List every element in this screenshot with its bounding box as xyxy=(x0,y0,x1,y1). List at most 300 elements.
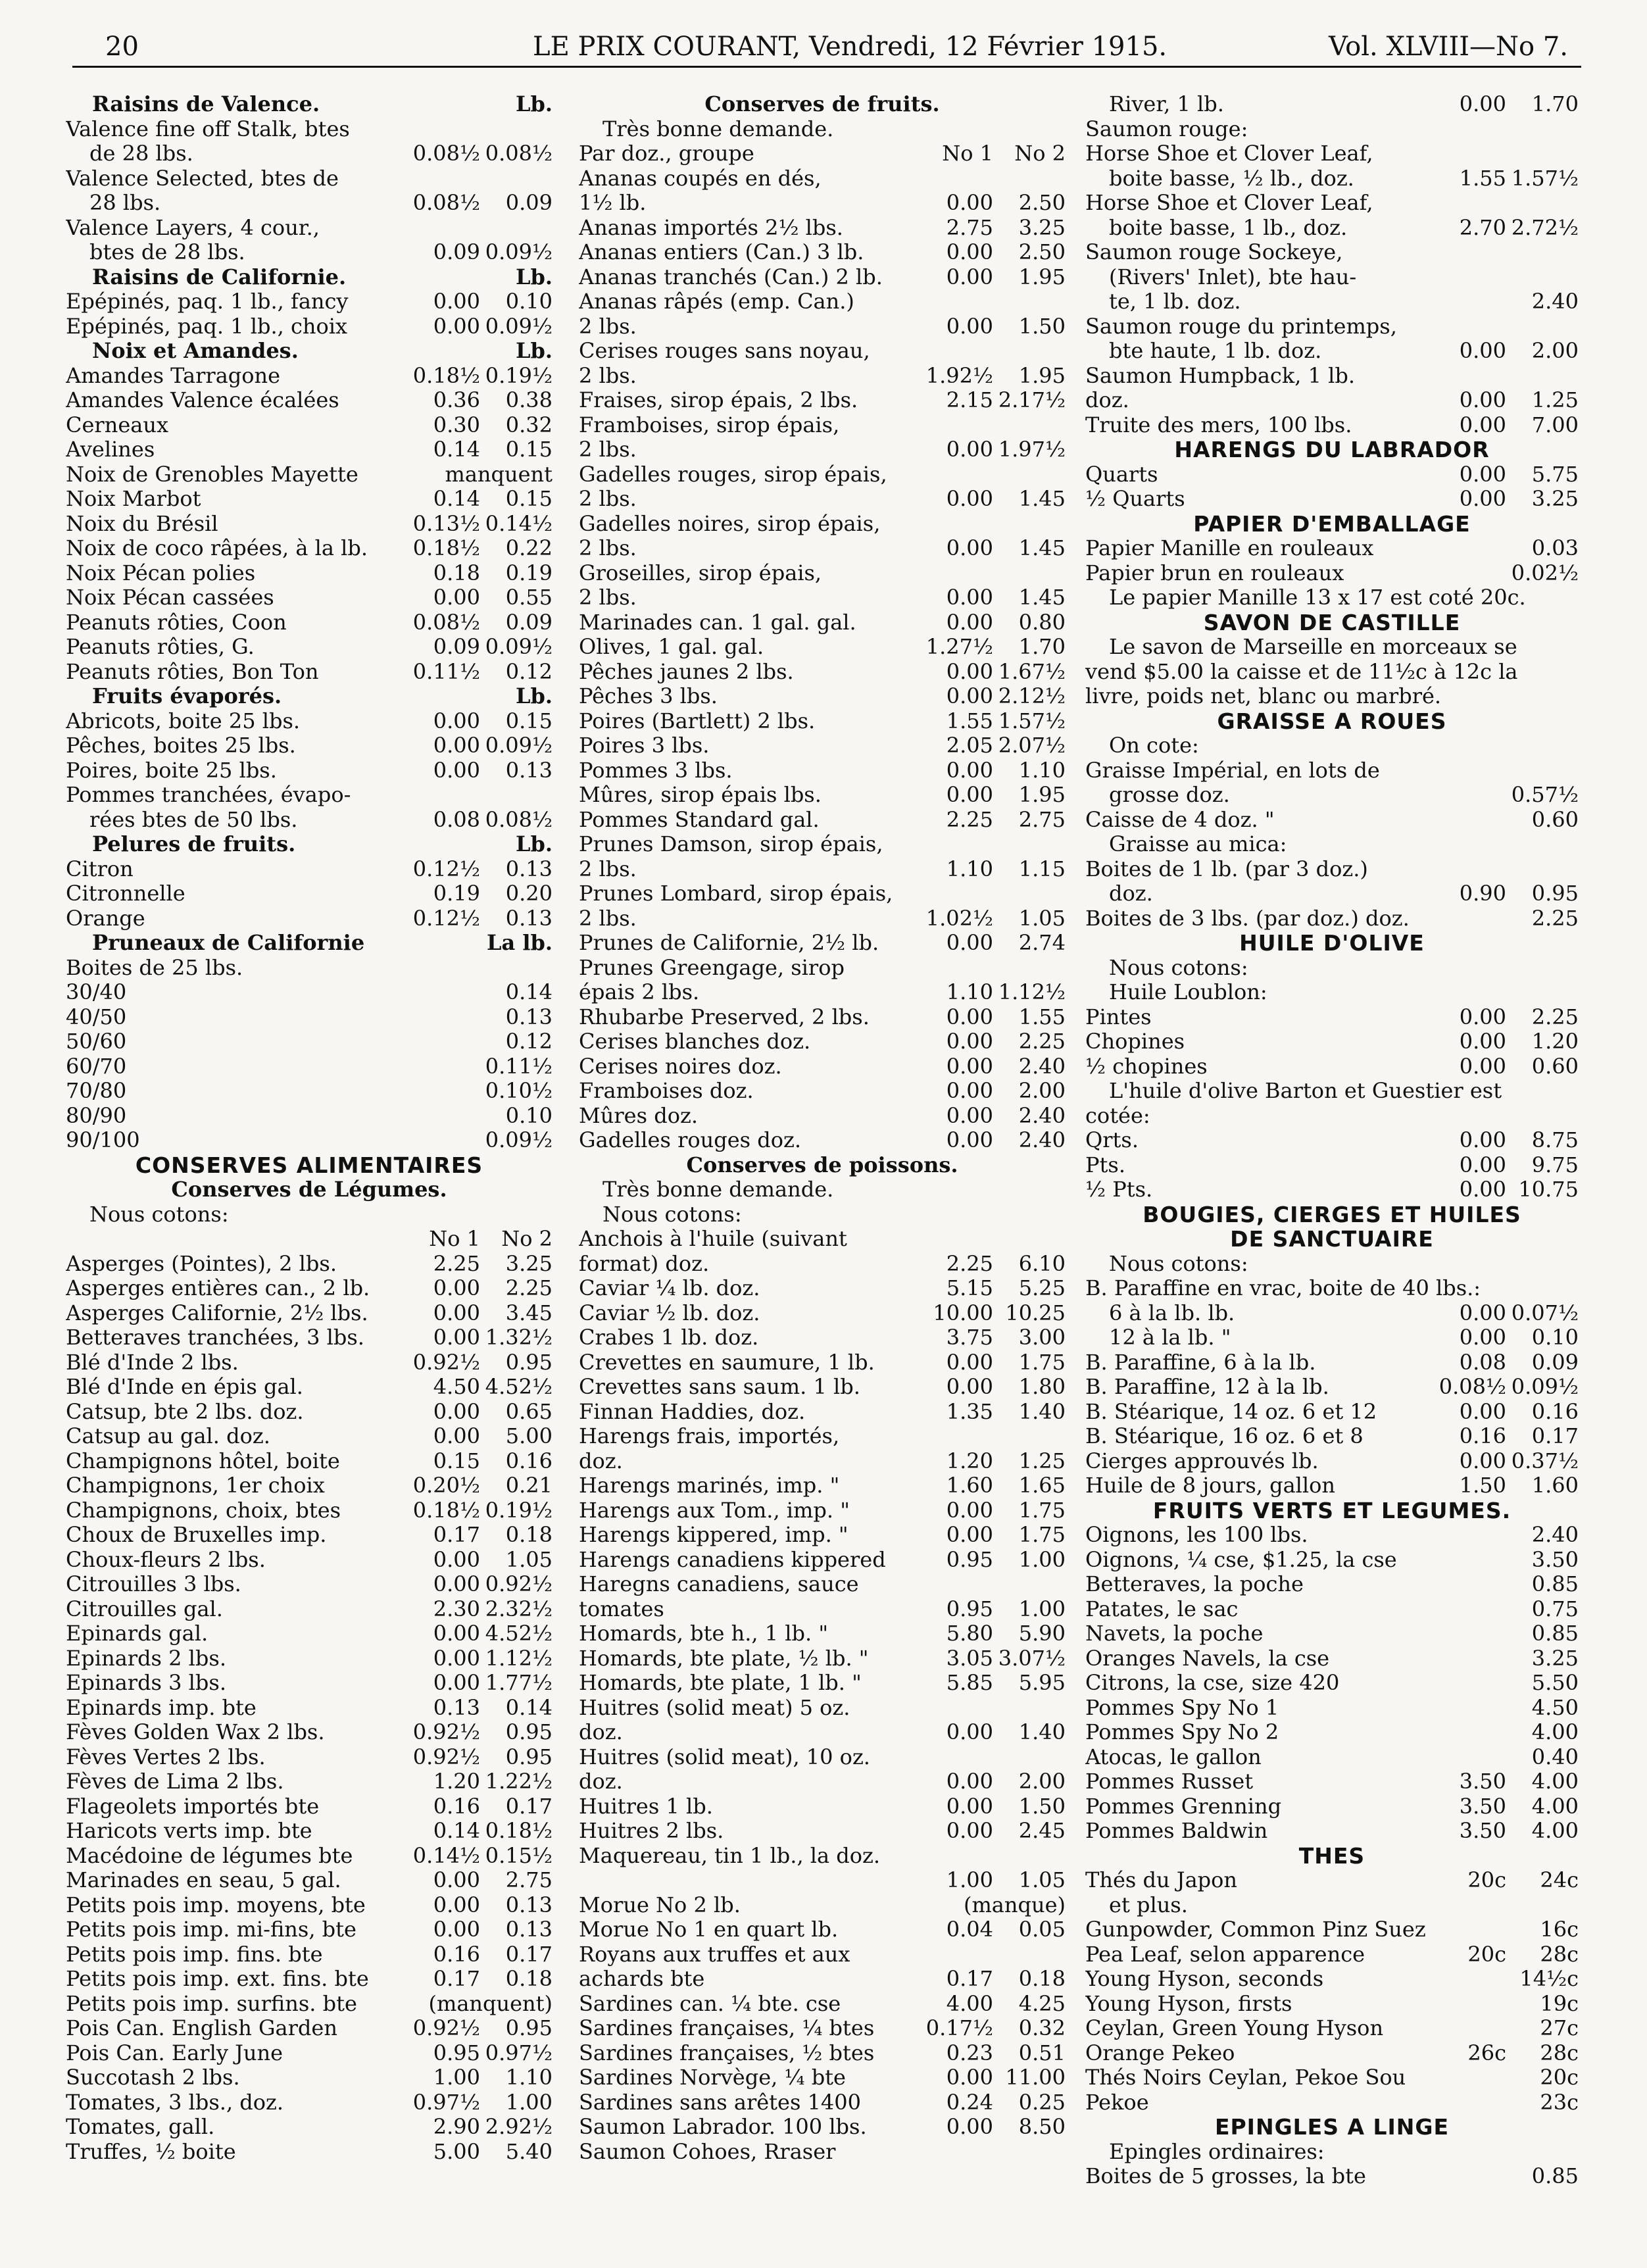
price-high: 0.12 xyxy=(505,1029,553,1054)
item-label: Pois Can. Early June xyxy=(66,2040,283,2065)
price-low: 0.04 xyxy=(946,1917,993,1942)
item-label: Ananas tranchés (Can.) 2 lb. xyxy=(579,264,883,289)
price-high: 0.51 xyxy=(1018,2040,1066,2065)
price-row xyxy=(1085,1646,1579,1671)
price-row xyxy=(66,980,553,1005)
price-low: 0.00 xyxy=(946,1523,993,1547)
price-high: No 2 xyxy=(1014,141,1066,166)
price-high: 5.25 xyxy=(1018,1276,1066,1300)
price-high: 5.90 xyxy=(1018,1621,1066,1646)
price-row xyxy=(66,1473,553,1498)
price-row xyxy=(579,413,1066,438)
item-label: btes de 28 lbs. xyxy=(89,240,245,264)
price-high: 2.40 xyxy=(1018,1103,1066,1128)
item-label: BOUGIES, CIERGES ET HUILES xyxy=(1143,1202,1521,1227)
price-high: 0.14 xyxy=(505,980,553,1004)
item-label: épais 2 lbs. xyxy=(579,980,700,1004)
price-low: 3.50 xyxy=(1459,1794,1506,1819)
price-high: 2.40 xyxy=(1531,289,1579,314)
price-high: 4.00 xyxy=(1531,1819,1579,1843)
price-high: 0.18½ xyxy=(485,1819,553,1843)
price-low: 0.95 xyxy=(433,2040,480,2065)
price-low: 0.00 xyxy=(433,758,480,783)
item-label: Noix Marbot xyxy=(66,487,201,511)
item-label: SAVON DE CASTILLE xyxy=(1203,610,1461,635)
price-low: 1.02½ xyxy=(925,906,993,931)
item-label: Boites de 25 lbs. xyxy=(66,955,243,980)
item-label: Caviar ½ lb. doz. xyxy=(579,1300,760,1325)
item-label: Le savon de Marseille en morceaux se xyxy=(1109,635,1517,659)
price-high: 1.45 xyxy=(1018,487,1066,511)
price-high: 0.75 xyxy=(1531,1596,1579,1621)
item-label: On cote: xyxy=(1109,733,1199,758)
price-row xyxy=(1085,1523,1579,1548)
item-label: EPINGLES A LINGE xyxy=(1214,2115,1450,2140)
price-row xyxy=(579,1449,1066,1474)
price-row xyxy=(66,1054,553,1079)
price-low: 0.00 xyxy=(946,1350,993,1375)
section-heading xyxy=(1085,512,1579,537)
price-low: 1.20 xyxy=(946,1448,993,1473)
price-high: 0.15 xyxy=(505,437,553,462)
item-label: grosse doz. xyxy=(1109,783,1230,807)
price-row xyxy=(579,339,1066,364)
price-row xyxy=(1085,2016,1579,2041)
price-row xyxy=(1085,92,1579,117)
price-high: 0.09½ xyxy=(485,635,553,659)
price-high: 0.18 xyxy=(505,1967,553,1991)
price-row xyxy=(66,487,553,512)
price-low: 0.00 xyxy=(433,1399,480,1424)
price-high: 1.80 xyxy=(1018,1375,1066,1399)
price-high: 0.12 xyxy=(505,659,553,684)
price-low: 0.00 xyxy=(946,1375,993,1399)
price-row xyxy=(579,808,1066,833)
price-row xyxy=(579,1696,1066,1721)
item-label: Ananas importés 2½ lbs. xyxy=(579,215,843,240)
price-high: 1.05 xyxy=(1018,1868,1066,1892)
item-label: doz. xyxy=(1085,388,1129,412)
item-label: Pommes 3 lbs. xyxy=(579,758,733,783)
item-label: et plus. xyxy=(1109,1892,1188,1917)
item-label: 70/80 xyxy=(66,1079,127,1103)
price-row xyxy=(1085,1621,1579,1646)
price-low: 4.50 xyxy=(433,1375,480,1399)
item-label: Marinades en seau, 5 gal. xyxy=(66,1868,341,1892)
price-row xyxy=(579,1473,1066,1498)
price-high: 0.05 xyxy=(1018,1917,1066,1942)
price-low: 0.00 xyxy=(1459,1128,1506,1152)
price-low: 0.00 xyxy=(946,2115,993,2139)
price-high: 0.32 xyxy=(1018,2016,1066,2040)
item-label: (Rivers' Inlet), bte hau- xyxy=(1109,264,1357,289)
price-high: 1.15 xyxy=(1018,856,1066,881)
item-label: Champignons, 1er choix xyxy=(66,1473,325,1498)
price-high: 0.14 xyxy=(505,1695,553,1720)
price-row xyxy=(66,1720,553,1745)
price-high: 0.37½ xyxy=(1511,1448,1579,1473)
price-high: 4.00 xyxy=(1531,1720,1579,1744)
price-row xyxy=(579,314,1066,339)
price-high: 3.25 xyxy=(1531,1646,1579,1671)
price-low: No 1 xyxy=(942,141,993,166)
price-row xyxy=(66,1548,553,1573)
price-row xyxy=(579,1745,1066,1770)
price-row xyxy=(579,265,1066,290)
item-label: Choux-fleurs 2 lbs. xyxy=(66,1547,266,1572)
price-low: 0.00 xyxy=(433,1621,480,1646)
item-label: Nous cotons: xyxy=(1109,1251,1248,1276)
price-row xyxy=(66,388,553,413)
price-high: 1.75 xyxy=(1018,1523,1066,1547)
item-label: Groseilles, sirop épais, xyxy=(579,560,822,585)
price-high: 3.45 xyxy=(505,1300,553,1325)
price-low: 0.13½ xyxy=(412,511,480,536)
price-high: 0.09½ xyxy=(1511,1375,1579,1399)
item-label: Haregns canadiens, sauce xyxy=(579,1572,859,1596)
price-row xyxy=(579,2140,1066,2165)
price-high: 7.00 xyxy=(1531,412,1579,437)
price-row xyxy=(66,1202,553,1227)
price-low: 5.85 xyxy=(946,1671,993,1695)
price-high: 8.50 xyxy=(1018,2115,1066,2139)
price-high: 1.95 xyxy=(1018,363,1066,388)
price-row xyxy=(579,1498,1066,1523)
item-label: Blé d'Inde 2 lbs. xyxy=(66,1350,239,1375)
item-label: Cerises rouges sans noyau, xyxy=(579,339,870,363)
price-high: 5.50 xyxy=(1531,1671,1579,1695)
price-row xyxy=(66,1276,553,1301)
item-label: Orange Pekeo xyxy=(1085,2040,1235,2065)
price-low: 0.00 xyxy=(946,240,993,264)
price-low: 2.30 xyxy=(433,1596,480,1621)
price-row xyxy=(579,289,1066,314)
item-label: Sardines sans arêtes 1400 xyxy=(579,2090,861,2115)
item-label: Caisse de 4 doz. " xyxy=(1085,807,1275,832)
price-high: 2.50 xyxy=(1018,240,1066,264)
item-label: 6 à la lb. lb. xyxy=(1109,1300,1235,1325)
price-row xyxy=(1085,1054,1579,1079)
price-low: 20c xyxy=(1467,1942,1506,1967)
price-row xyxy=(66,857,553,882)
price-high: 28c xyxy=(1540,2040,1579,2065)
price-high: 0.20 xyxy=(505,881,553,906)
price-row xyxy=(66,783,553,808)
price-high: 0.85 xyxy=(1531,2164,1579,2188)
price-high: 1.70 xyxy=(1531,92,1579,116)
price-row xyxy=(1085,881,1579,906)
item-label: Valence fine off Stalk, btes xyxy=(66,116,350,141)
item-label: 50/60 xyxy=(66,1029,127,1054)
price-low: 1.55 xyxy=(946,708,993,733)
price-row xyxy=(579,1005,1066,1030)
price-high: (manquent) xyxy=(428,1991,553,2016)
price-high: 3.25 xyxy=(505,1251,553,1276)
price-high: 0.95 xyxy=(505,1744,553,1769)
price-low: 0.00 xyxy=(433,1868,480,1892)
item-label: Pommes Spy No 1 xyxy=(1085,1695,1279,1720)
section-heading xyxy=(1085,709,1579,734)
item-label: Pommes Grenning xyxy=(1085,1794,1282,1819)
item-label: B. Paraffine, 6 à la lb. xyxy=(1085,1350,1316,1375)
item-label: Citronnelle xyxy=(66,881,185,906)
price-row xyxy=(66,2016,553,2041)
price-row xyxy=(66,1005,553,1030)
price-row xyxy=(579,956,1066,981)
price-high: (manque) xyxy=(963,1892,1066,1917)
item-label: Noix de Grenobles Mayette xyxy=(66,462,358,487)
price-row xyxy=(66,1671,553,1696)
price-high: 0.09 xyxy=(1531,1350,1579,1375)
price-low: 0.95 xyxy=(946,1547,993,1572)
price-row xyxy=(1085,1967,1579,1992)
price-low: 0.00 xyxy=(1459,339,1506,363)
price-high: 3.25 xyxy=(1018,215,1066,240)
item-label: Pelures de fruits. xyxy=(92,832,296,856)
price-row xyxy=(579,1621,1066,1646)
price-high: manquent xyxy=(445,462,553,487)
price-high: 1.05 xyxy=(1018,906,1066,931)
price-high: 0.09½ xyxy=(485,1128,553,1152)
price-row xyxy=(66,536,553,561)
price-low: 0.00 xyxy=(946,314,993,339)
price-row xyxy=(1085,1252,1579,1277)
item-label: Betteraves, la poche xyxy=(1085,1572,1304,1596)
price-row xyxy=(66,1844,553,1869)
item-label: Pommes Spy No 2 xyxy=(1085,1720,1279,1744)
item-label: Oignons, ¼ cse, $1.25, la cse xyxy=(1085,1547,1397,1572)
price-low: 0.19 xyxy=(433,881,480,906)
price-low: 0.00 xyxy=(946,931,993,955)
item-label: 80/90 xyxy=(66,1103,127,1128)
price-row xyxy=(579,2115,1066,2140)
price-high: 0.21 xyxy=(505,1473,553,1498)
item-label: Pekoe xyxy=(1085,2090,1149,2115)
item-label: Orange xyxy=(66,906,145,931)
price-high: 0.11½ xyxy=(485,1054,553,1079)
item-label: Huitres 1 lb. xyxy=(579,1794,713,1819)
price-row xyxy=(579,1942,1066,1967)
price-row xyxy=(579,1819,1066,1844)
price-high: 0.60 xyxy=(1531,807,1579,832)
price-high: 1.22½ xyxy=(485,1769,553,1794)
price-row xyxy=(66,2140,553,2165)
item-label: ½ Quarts xyxy=(1085,487,1185,511)
price-low: 0.08½ xyxy=(412,141,480,166)
price-low: 0.92½ xyxy=(412,1720,480,1744)
price-high: 1.55 xyxy=(1018,1004,1066,1029)
price-row xyxy=(1085,1769,1579,1794)
price-row xyxy=(579,2016,1066,2041)
item-label: Prunes de Californie, 2½ lb. xyxy=(579,931,879,955)
item-label: Harengs marinés, imp. " xyxy=(579,1473,840,1498)
item-label: Oranges Navels, la cse xyxy=(1085,1646,1330,1671)
price-row xyxy=(1085,1177,1579,1202)
item-label: Par doz., groupe xyxy=(579,141,754,166)
price-high: 20c xyxy=(1540,2065,1579,2090)
item-label: HUILE D'OLIVE xyxy=(1239,931,1425,956)
item-label: 1½ lb. xyxy=(579,191,647,215)
price-high: 0.10 xyxy=(505,1103,553,1128)
price-row xyxy=(66,1104,553,1129)
item-label: Le papier Manille 13 x 17 est coté 20c. xyxy=(1109,585,1526,610)
price-high: 3.50 xyxy=(1531,1547,1579,1572)
item-label: Royans aux truffes et aux xyxy=(579,1942,850,1967)
price-low: 0.00 xyxy=(946,684,993,708)
price-low: 0.00 xyxy=(433,289,480,314)
item-label: 30/40 xyxy=(66,980,127,1004)
item-label: Avelines xyxy=(66,437,155,462)
price-high: 1.10 xyxy=(1018,758,1066,783)
price-high: 0.09½ xyxy=(485,733,553,758)
section-heading xyxy=(1085,610,1579,635)
section-heading xyxy=(66,832,553,857)
item-label: Noix Pécan cassées xyxy=(66,585,274,610)
item-label: Qrts. xyxy=(1085,1128,1139,1152)
price-row xyxy=(1085,1301,1579,1326)
price-row xyxy=(579,980,1066,1005)
item-label: Finnan Haddies, doz. xyxy=(579,1399,806,1424)
price-low: 0.18½ xyxy=(412,363,480,388)
item-label: Fruits évaporés. xyxy=(92,684,282,708)
price-low: 5.80 xyxy=(946,1621,993,1646)
price-low: 0.08 xyxy=(1459,1350,1506,1375)
price-low: 0.09 xyxy=(433,240,480,264)
price-row xyxy=(579,709,1066,734)
price-low: 0.95 xyxy=(946,1596,993,1621)
price-row xyxy=(1085,1079,1579,1104)
item-label: Betteraves tranchées, 3 lbs. xyxy=(66,1325,364,1350)
price-high: Lb. xyxy=(515,264,553,289)
item-label: Ananas entiers (Can.) 3 lb. xyxy=(579,240,864,264)
price-high: 4.52½ xyxy=(485,1375,553,1399)
price-row xyxy=(579,585,1066,610)
price-row xyxy=(66,413,553,438)
item-label: de 28 lbs. xyxy=(89,141,193,166)
item-label: Sardines françaises, ½ btes xyxy=(579,2040,875,2065)
item-label: B. Paraffine en vrac, boite de 40 lbs.: xyxy=(1085,1276,1481,1300)
price-row xyxy=(579,1671,1066,1696)
item-label: 90/100 xyxy=(66,1128,140,1152)
price-row xyxy=(579,1523,1066,1548)
price-row xyxy=(1085,2041,1579,2066)
section-heading xyxy=(66,1153,553,1178)
price-high: 5.40 xyxy=(505,2139,553,2164)
price-row xyxy=(1085,1400,1579,1425)
price-low: 0.00 xyxy=(1459,487,1506,511)
item-label: Graisse Impérial, en lots de xyxy=(1085,758,1380,783)
price-row xyxy=(1085,117,1579,142)
item-label: Crevettes en saumure, 1 lb. xyxy=(579,1350,875,1375)
price-row xyxy=(66,1301,553,1326)
price-high: 1.45 xyxy=(1018,585,1066,610)
item-label: Champignons hôtel, boite xyxy=(66,1448,340,1473)
price-row xyxy=(579,462,1066,487)
price-row xyxy=(66,1449,553,1474)
price-row xyxy=(66,1868,553,1893)
item-label: Epinards 3 lbs. xyxy=(66,1671,226,1695)
price-low: 0.11½ xyxy=(412,659,480,684)
price-low: 0.00 xyxy=(1459,1054,1506,1079)
price-high: 3.07½ xyxy=(998,1646,1066,1671)
section-heading xyxy=(66,931,553,956)
price-low: 0.92½ xyxy=(412,1744,480,1769)
price-high: 1.00 xyxy=(1018,1596,1066,1621)
price-row xyxy=(579,1424,1066,1449)
item-label: Nous cotons: xyxy=(1109,955,1248,980)
price-row xyxy=(579,832,1066,857)
item-label: Papier Manille en rouleaux xyxy=(1085,536,1374,560)
price-low: 0.00 xyxy=(433,1646,480,1671)
price-high: 1.75 xyxy=(1018,1498,1066,1523)
item-label: Conserves de Légumes. xyxy=(171,1177,447,1202)
item-label: GRAISSE A ROUES xyxy=(1217,708,1447,733)
price-high: 0.95 xyxy=(505,1350,553,1375)
price-low: 0.09 xyxy=(433,635,480,659)
price-high: 0.07½ xyxy=(1511,1300,1579,1325)
price-low: 2.75 xyxy=(946,215,993,240)
price-row xyxy=(66,808,553,833)
price-low: 0.17 xyxy=(433,1967,480,1991)
item-label: Rhubarbe Preserved, 2 lbs. xyxy=(579,1004,870,1029)
price-low: 2.70 xyxy=(1459,215,1506,240)
price-row xyxy=(1085,2090,1579,2115)
item-label: Petits pois imp. mi-fins, bte xyxy=(66,1917,356,1942)
item-label: Asperges Californie, 2½ lbs. xyxy=(66,1300,368,1325)
item-label: Fraises, sirop épais, 2 lbs. xyxy=(579,388,858,412)
price-low: 0.12½ xyxy=(412,906,480,931)
price-row xyxy=(579,536,1066,561)
price-high: 2.00 xyxy=(1018,1079,1066,1103)
price-row xyxy=(1085,2164,1579,2189)
price-high: 5.00 xyxy=(505,1424,553,1448)
price-low: 0.18 xyxy=(433,560,480,585)
price-low: 1.35 xyxy=(946,1399,993,1424)
price-high: 1.50 xyxy=(1018,314,1066,339)
item-label: Sardines françaises, ¼ btes xyxy=(579,2016,875,2040)
price-high: 0.85 xyxy=(1531,1572,1579,1596)
price-low: 2.25 xyxy=(433,1251,480,1276)
price-low: 0.00 xyxy=(433,1547,480,1572)
price-row xyxy=(579,906,1066,931)
price-row xyxy=(1085,1819,1579,1844)
price-row xyxy=(579,635,1066,660)
item-label: Thés du Japon xyxy=(1085,1868,1238,1892)
price-row xyxy=(1085,1917,1579,1942)
price-low: 1.27½ xyxy=(925,635,993,659)
price-row xyxy=(1085,783,1579,808)
price-row xyxy=(66,660,553,685)
price-row xyxy=(66,1424,553,1449)
price-low: 0.00 xyxy=(946,2065,993,2090)
item-label: Truite des mers, 100 lbs. xyxy=(1085,412,1352,437)
item-label: Tomates, gall. xyxy=(66,2115,215,2139)
price-row xyxy=(579,1054,1066,1079)
item-label: Saumon rouge Sockeye, xyxy=(1085,240,1343,264)
price-row xyxy=(66,1646,553,1671)
item-label: PAPIER D'EMBALLAGE xyxy=(1193,511,1471,536)
price-row xyxy=(579,2090,1066,2115)
price-low: 10.00 xyxy=(933,1300,993,1325)
price-row xyxy=(66,1621,553,1646)
price-low: 26c xyxy=(1467,2040,1506,2065)
item-label: Pruneaux de Californie xyxy=(92,931,365,955)
item-label: Raisins de Valence. xyxy=(92,92,320,116)
price-low: 2.90 xyxy=(433,2115,480,2139)
price-low: 0.00 xyxy=(433,1572,480,1596)
price-low: 3.75 xyxy=(946,1325,993,1350)
price-row xyxy=(66,1325,553,1350)
